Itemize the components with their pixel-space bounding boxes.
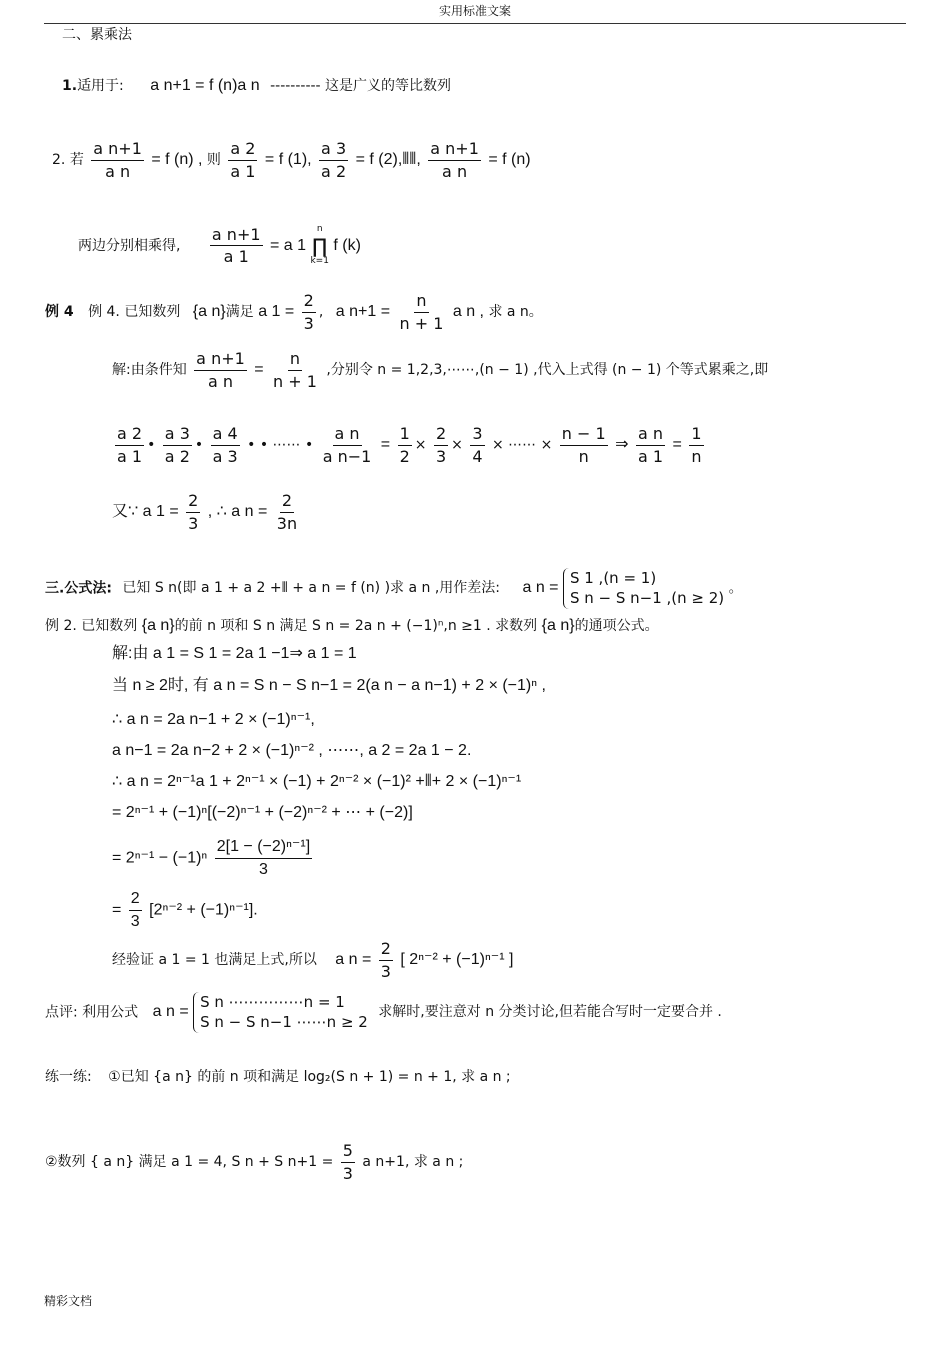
fraction: $\frac{3}{4}$ xyxy=(472,424,483,466)
text: a n+1, 求 a n ; xyxy=(362,1154,464,1171)
example-text: 例 2. 已知数列 xyxy=(45,618,138,634)
fraction: $\frac{1}{2}$ xyxy=(399,424,410,466)
section-heading-3: 三.公式法: xyxy=(45,580,112,597)
fraction: $\frac{2}{3}$ xyxy=(130,890,140,930)
practice-1 xyxy=(45,1070,511,1084)
sequence-set: {a n} xyxy=(141,617,175,634)
solution-step-5: ∴ a n = 2ⁿ⁻¹a 1 + 2ⁿ⁻¹ × (−1) + 2ⁿ⁻² × (−1)² +⦀+ 2 × (−1)ⁿ⁻¹ xyxy=(112,773,522,790)
text: 经验证 a 1 = 1 也满足上式,所以 xyxy=(112,952,317,969)
if-word: 若 xyxy=(69,152,84,169)
solution-step-2: 当 n ≥ 2时, 有 a n = S n − S n−1 = 2(a n − a n−1) + 2 × (−1)ⁿ , xyxy=(112,677,546,694)
solution-step-3: ∴ a n = 2a n−1 + 2 × (−1)ⁿ⁻¹, xyxy=(112,711,315,728)
rule-line-2 xyxy=(52,140,531,180)
rule-line-3 xyxy=(78,225,361,267)
equation-part: = f (1), xyxy=(264,151,312,169)
equation-part: , ∴ a n = xyxy=(207,503,268,521)
question: 求 a n。 xyxy=(488,304,543,321)
times: × ⋯⋯ × xyxy=(491,437,553,454)
item-number: 1. xyxy=(62,78,78,94)
fraction: $\frac{n - 1}{n}$ xyxy=(561,424,606,466)
fraction: $\frac{a 4}{a 3}$ xyxy=(212,424,238,466)
section-3-line: 三.公式法: 已知 S n(即 a 1 + a 2 +⦀ + a n = f (n) )求 a n ,用作差法: a n = S 1 ,(n = 1) S n − S n−1 ,(n ≥ 2) 。 xyxy=(45,569,743,608)
fraction: $\frac{2}{3}$ xyxy=(188,491,199,533)
equation-part: = a 1 xyxy=(269,236,307,254)
text: ,分别令 n = 1,2,3,⋯⋯,(n − 1) ,代入上式得 (n − 1) 个等式累乘之,即 xyxy=(326,362,769,379)
equation-part: = f (2),⦀⦀, xyxy=(355,151,421,169)
equation-part: a 1 = xyxy=(258,303,295,321)
text: ②数列 { a n} 满足 a 1 = 4, S n + S n+1 = xyxy=(45,1154,334,1171)
fraction: $\frac{\text{a n}}{\text{a n−1}}$ xyxy=(322,424,372,466)
fraction: $\frac{2}{3}$ xyxy=(435,424,447,466)
practice-2 xyxy=(45,1142,463,1182)
piecewise: S n ⋯⋯⋯⋯⋯n = 1 S n − S n−1 ⋯⋯n ≥ 2 xyxy=(193,992,368,1033)
product-symbol: n ∏ k=1 xyxy=(310,224,329,266)
dots: • • ⋯⋯ • xyxy=(247,437,314,454)
fraction: $\frac{\text{a n+1}}{a 1}$ xyxy=(211,224,261,267)
note: ---------- 这是广义的等比数列 xyxy=(270,78,452,94)
example-2-line xyxy=(45,618,659,634)
fraction: $\frac{2}{3}$ xyxy=(303,291,314,333)
fraction: $\frac{\text{a n+1}}{\text{a n}}$ xyxy=(93,139,142,181)
text: ①已知 {a n} 的前 n 项和满足 log₂(S n + 1) = n + 1, 求 a n ; xyxy=(108,1069,511,1085)
solution-step-4: a n−1 = 2a n−2 + 2 × (−1)ⁿ⁻² , ⋯⋯, a 2 = 2a 1 − 2. xyxy=(112,742,472,759)
piecewise: S 1 ,(n = 1) S n − S n−1 ,(n ≥ 2) xyxy=(563,568,724,609)
page-header xyxy=(44,0,906,24)
equation-part: = f (n) xyxy=(488,151,531,169)
equation-part: a n , xyxy=(452,303,484,321)
page-footer xyxy=(44,1292,92,1309)
example-text: 例 4. 已知数列 xyxy=(88,304,181,321)
text: 解:由条件知 xyxy=(112,362,187,379)
fraction: $\frac{2}{3n}$ xyxy=(276,491,298,533)
fraction: $\frac{\text{a n}}{a 1}$ xyxy=(638,424,664,466)
fraction: $\frac{1}{n}$ xyxy=(691,424,702,466)
sequence-set: {a n} xyxy=(192,303,226,321)
fraction: $\frac{\text{2[1 − (−2)ⁿ⁻¹]}}{3}$ xyxy=(216,838,311,878)
practice-label: 练一练: xyxy=(45,1069,92,1085)
header-title: 实用标准文案 xyxy=(438,4,511,18)
solution-step-8: = $\frac{2}{3}$ [2ⁿ⁻² + (−1)ⁿ⁻¹]. xyxy=(112,890,258,930)
text: 已知 S n(即 a 1 + a 2 +⦀ + a n = f (n) )求 a n ,用作差法: xyxy=(122,580,501,597)
solution-step-7: = 2ⁿ⁻¹ − (−1)ⁿ $\frac{\text{2[1 − (−2)ⁿ⁻¹]}}{3}$ xyxy=(112,838,311,878)
equation-part: = f (n) , xyxy=(151,151,203,169)
example-label: 例 4 xyxy=(45,304,74,321)
formula: a n+1 = f (n)a n xyxy=(150,77,260,94)
equation-part: f (k) xyxy=(333,236,361,254)
solution-verify: 经验证 a 1 = 1 也满足上式,所以 a n = $\frac{2}{3}$ [ 2ⁿ⁻² + (−1)ⁿ⁻¹ ] xyxy=(112,939,514,981)
comment-label: 点评: 利用公式 xyxy=(45,1004,139,1021)
fraction: $\frac{a 2}{a 1}$ xyxy=(117,424,143,466)
fraction: $\frac{2}{3}$ xyxy=(380,939,391,981)
fraction: $\frac{5}{3}$ xyxy=(342,1141,353,1183)
text: 两边分别相乘得, xyxy=(78,237,181,254)
item-number: 2. xyxy=(52,152,66,169)
sequence-set: {a n} xyxy=(541,617,575,634)
item-text: 适用于: xyxy=(77,78,124,94)
fraction: $\frac{\text{a n+1}}{\text{a n}}$ xyxy=(430,139,479,181)
implies-arrow: ⇒ xyxy=(615,436,629,454)
example-4-conclusion xyxy=(112,492,302,532)
example-4-product: $\frac{a 2}{a 1}$ • $\frac{a 3}{a 2}$ • $\frac{a 4}{a 3}$ • • ⋯⋯ • $\frac{\text{a n}}{\text{a n−1}}$ = $\frac{1}{2}$ × $\frac{2}{3}$ × $\frac{3}{4}$ × ⋯⋯ × $\frac{n - 1}{n}$ ⇒ $\frac{\text{a n}}{a 1}$ = $\frac{1}{n}$ xyxy=(117,424,702,466)
fraction: $\frac{n}{n + 1}$ xyxy=(399,291,444,333)
comment-line: 点评: 利用公式 a n = S n ⋯⋯⋯⋯⋯n = 1 S n − S n−1 ⋯⋯n ≥ 2 求解时,要注意对 n 分类讨论,但若能合写时一定要合并 . xyxy=(45,993,722,1032)
fraction: $\frac{a 3}{a 2}$ xyxy=(321,139,347,181)
text: 满足 xyxy=(225,304,254,321)
fraction: $\frac{\text{a n+1}}{\text{a n}}$ xyxy=(196,349,245,391)
example-4-solution: 解:由条件知 $\frac{\text{a n+1}}{\text{a n}}$ = $\frac{n}{n + 1}$ ,分别令 n = 1,2,3,⋯⋯,(n − 1) ,代入上式得 (n − 1) 个等式累乘之,即 xyxy=(112,349,769,391)
equation-part: a n = xyxy=(522,579,559,597)
fraction: $\frac{a 2}{a 1}$ xyxy=(230,139,256,181)
example-4-line: 例 4 例 4. 已知数列 {a n}满足 a 1 = $\frac{2}{3}$ , a n+1 = $\frac{n}{n + 1}$ a n , 求 a n。 xyxy=(45,291,543,333)
then-word: 则 xyxy=(206,152,221,169)
fraction: $\frac{n}{n + 1}$ xyxy=(273,349,317,391)
section-heading-2: 二、累乘法 xyxy=(62,27,132,43)
text: 的通项公式。 xyxy=(574,618,659,634)
fraction: $\frac{a 3}{a 2}$ xyxy=(164,424,190,466)
solution-step-1: 解:由 a 1 = S 1 = 2a 1 −1⇒ a 1 = 1 xyxy=(112,645,357,662)
text: 求解时,要注意对 n 分类讨论,但若能合写时一定要合并 . xyxy=(378,1004,722,1021)
rule-line-1 xyxy=(62,78,451,94)
text: 的前 n 项和 S n 满足 S n = 2a n + (−1)ⁿ,n ≥1 . 求数列 xyxy=(174,618,538,634)
equation-part: 又∵ a 1 = xyxy=(112,503,179,521)
footer-text: 精彩文档 xyxy=(44,1294,93,1308)
solution-step-6: = 2ⁿ⁻¹ + (−1)ⁿ[(−2)ⁿ⁻¹ + (−2)ⁿ⁻² + ⋯ + (−2)] xyxy=(112,804,413,821)
equation-part: a n+1 = xyxy=(335,303,391,321)
